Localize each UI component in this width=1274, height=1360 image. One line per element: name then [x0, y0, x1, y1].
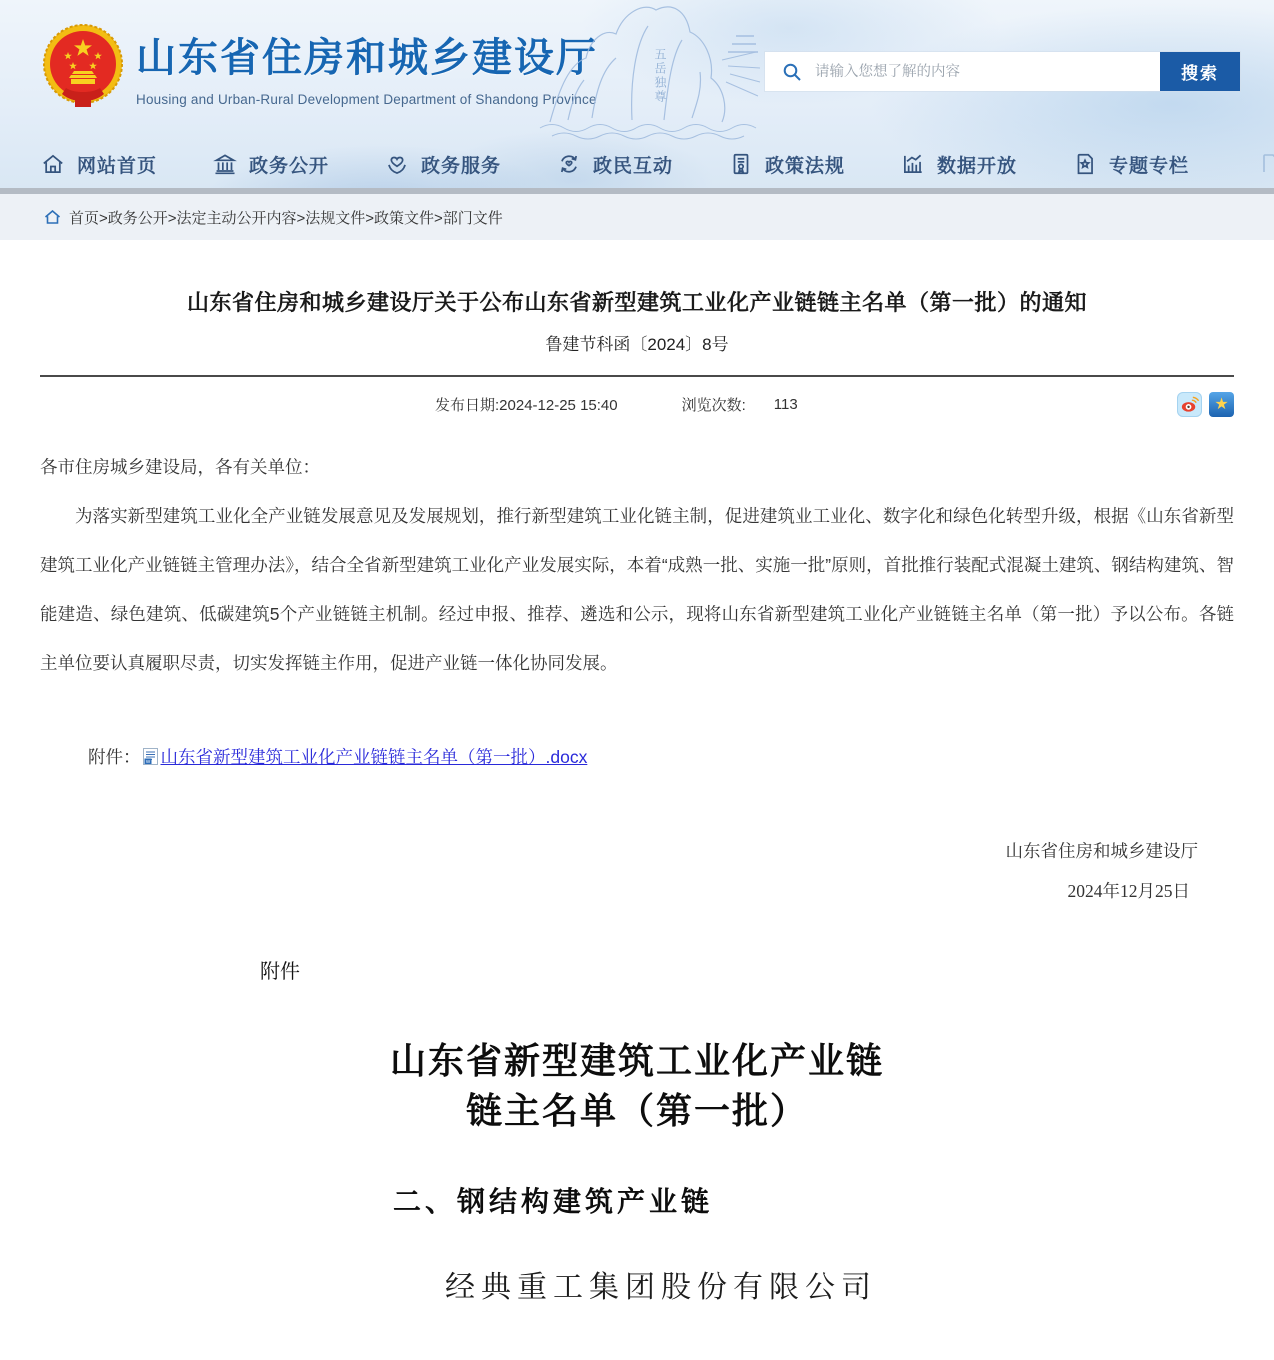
attached-doc-company-name: 经典重工集团股份有限公司	[445, 1270, 877, 1305]
national-emblem-logo	[42, 22, 124, 114]
nav-item-interaction[interactable]	[556, 151, 728, 178]
breadcrumb-path[interactable]: 首页>政务公开>法定主动公开内容>法规文件>政策文件>部门文件	[69, 209, 503, 227]
qzone-share-icon[interactable]: ★	[1209, 392, 1234, 417]
breadcrumb	[0, 194, 1274, 240]
article-content	[0, 286, 1274, 1306]
main-nav	[0, 140, 1274, 188]
nav-item-gov-service[interactable]	[384, 151, 556, 178]
attachment-link[interactable]: 山东省新型建筑工业化产业链链主名单（第一批）.docx	[160, 747, 588, 767]
site-header	[0, 0, 1274, 188]
weibo-share-icon[interactable]	[1177, 392, 1202, 417]
site-identity	[136, 26, 598, 107]
gov-building-icon	[212, 151, 238, 177]
nav-label: 政务公开	[249, 155, 330, 177]
svg-text:W: W	[145, 759, 150, 764]
nav-label: 政民互动	[593, 155, 674, 177]
nav-item-special[interactable]	[1072, 151, 1244, 178]
interaction-heart-icon	[556, 151, 582, 177]
nav-item-policy[interactable]	[728, 151, 900, 178]
star-page-icon	[1072, 151, 1098, 177]
signer-name: 山东省住房和城乡建设厅	[1005, 841, 1198, 861]
data-chart-icon	[900, 151, 926, 177]
search-icon	[781, 61, 803, 83]
search-input[interactable]	[803, 52, 1160, 91]
nav-label: 数据开放	[937, 155, 1018, 177]
nav-label: 政策法规	[765, 155, 846, 177]
attached-doc-title-line1: 山东省新型建筑工业化产业链	[389, 1040, 884, 1082]
salutation: 各市住房城乡建设局，各有关单位：	[40, 457, 320, 477]
mountain-art-decor	[532, 0, 782, 140]
publish-date: 发布日期:2024-12-25 15:40	[435, 397, 618, 414]
site-title: 山东省住房和城乡建设厅	[136, 36, 598, 80]
home-icon	[40, 151, 66, 177]
mountain-inscription: 五岳独尊	[653, 48, 667, 104]
attached-document-view	[277, 1036, 997, 1306]
sign-date: 2024年12月25日	[1067, 881, 1190, 901]
document-number: 鲁建节科函〔2024〕8号	[545, 335, 729, 354]
nav-item-gov-open[interactable]	[212, 151, 384, 178]
nav-item-home[interactable]	[40, 151, 212, 178]
nav-item-partial-cut	[1262, 152, 1274, 176]
nav-label: 网站首页	[77, 155, 158, 177]
search-button[interactable]: 搜索	[1160, 52, 1240, 91]
word-file-icon	[143, 748, 158, 765]
article-meta	[40, 392, 1234, 417]
header-top	[0, 0, 1274, 140]
nav-label: 专题专栏	[1109, 155, 1190, 177]
article-title: 山东省住房和城乡建设厅关于公布山东省新型建筑工业化产业链链主名单（第一批）的通知	[186, 290, 1087, 315]
attachment-doc-label: 附件	[260, 961, 300, 983]
search-box	[765, 52, 1240, 91]
attached-doc-title-line2: 链主名单（第一批）	[465, 1090, 808, 1132]
signature-block	[40, 831, 1234, 911]
title-divider	[40, 375, 1234, 377]
attached-doc-section-heading: 二、钢结构建筑产业链	[393, 1186, 714, 1217]
breadcrumb-home-icon	[44, 210, 61, 225]
views-count: 113	[773, 396, 798, 413]
nav-item-data[interactable]	[900, 151, 1072, 178]
share-buttons	[1177, 392, 1234, 417]
article-paragraph: 为落实新型建筑工业化全产业链发展意见及发展规划，推行新型建筑工业化链主制，促进建筑业工业化、数字化和绿色化转型升级，根据《山东省新型建筑工业化产业链链主管理办法》，结合全省新型建筑工业化产业发展实际，本着“成熟一批、实施一批”原则，首批推行装配式混凝土建筑、钢结构建筑、智能建造、绿色建筑、低碳建筑5个产业链链主机制。经过申报、推荐、遴选和公示，现将山东省新型建筑工业化产业链链主名单（第一批）予以公布。各链主单位要认真履职尽责，切实发挥链主作用，促进产业链一体化协同发展。	[40, 506, 1234, 673]
attachment-line	[40, 744, 1234, 769]
nav-label: 政务服务	[421, 155, 502, 177]
policy-document-icon	[728, 151, 754, 177]
attachment-label: 附件：	[88, 747, 141, 767]
views-label: 浏览次数:	[681, 397, 746, 414]
site-subtitle-en: Housing and Urban-Rural Development Department of Shandong Province	[136, 92, 597, 107]
heart-hands-icon	[384, 151, 410, 177]
